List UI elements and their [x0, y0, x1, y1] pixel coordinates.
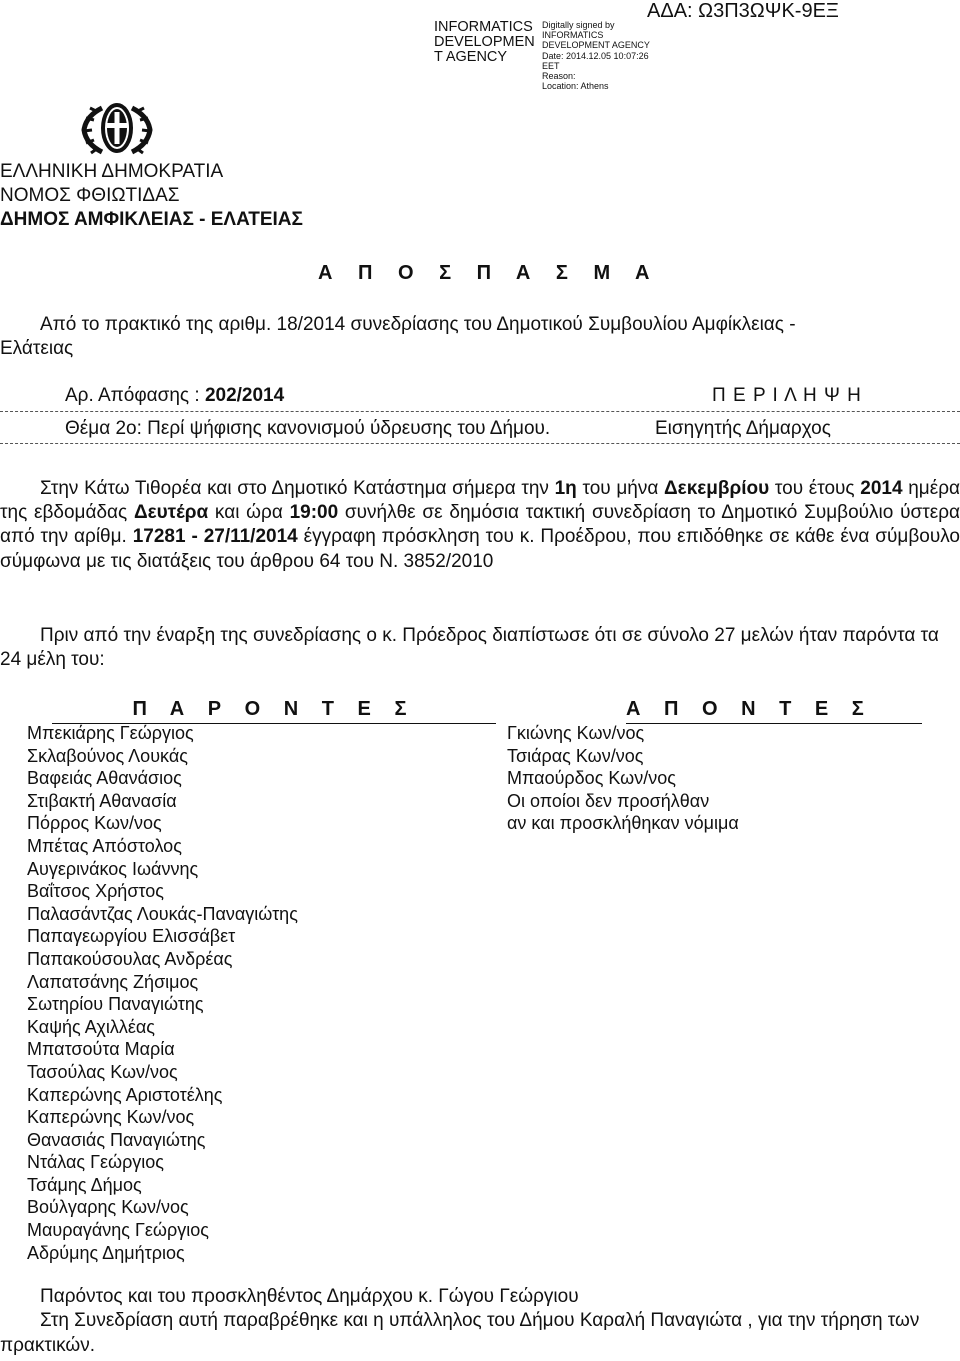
- source-line-1: Από το πρακτικό της αριθμ. 18/2014 συνεδρίασης του Δημοτικού Συμβουλίου Αμφίκλειας -: [40, 314, 796, 335]
- signature-detail-line: INFORMATICS: [542, 30, 604, 41]
- signature-detail-line: DEVELOPMENT AGENCY: [542, 40, 650, 51]
- rapporteur: Εισηγητής Δήμαρχος: [655, 418, 831, 439]
- signature-details: [542, 20, 650, 91]
- intro-text: Στην Κάτω Τιθορέα και στο Δημοτικό Κατάστημα σήμερα την: [40, 478, 555, 499]
- signature-name-line: DEVELOPMEN: [434, 34, 535, 50]
- signature-detail-line: EET: [542, 60, 560, 71]
- present-list: [27, 722, 298, 1264]
- mayor-presence: Παρόντος και του προσκληθέντος Δημάρχου κ. Γώγου Γεώργιου: [40, 1286, 579, 1307]
- present-member: Καπερώνης Κων/νος: [27, 1107, 195, 1128]
- absent-list: [507, 722, 739, 835]
- present-member: Θανασιάς Παναγιώτης: [27, 1129, 206, 1150]
- present-member: Στιβακτή Αθανασία: [27, 790, 177, 811]
- intro-paragraph: [0, 477, 960, 574]
- present-member: Παπακούσουλας Ανδρέας: [27, 948, 233, 969]
- present-member: Βαφειάς Αθανάσιος: [27, 768, 182, 789]
- present-member: Μαυραγάνης Γεώργιος: [27, 1220, 209, 1241]
- header-prefecture: ΝΟΜΟΣ ΦΘΙΩΤΙΔΑΣ: [0, 185, 180, 206]
- document-title: Α Π Ο Σ Π Α Σ Μ Α: [318, 262, 657, 284]
- signature-detail-line: Digitally signed by: [542, 20, 615, 30]
- present-member: Μπεκιάρης Γεώργιος: [27, 723, 194, 743]
- present-title: Π Α Ρ Ο Ν Τ Ε Σ: [52, 697, 496, 724]
- signature-detail-line: Location: Athens: [542, 81, 609, 92]
- present-member: Τασούλας Κων/νος: [27, 1061, 178, 1082]
- header-municipality: ΔΗΜΟΣ ΑΜΦΙΚΛΕΙΑΣ - ΕΛΑΤΕΙΑΣ: [0, 209, 303, 230]
- intro-text: έγγραφη πρόσκληση του κ. Προέδρου, που επιδόθηκε σε κάθε ένα σύμβουλο σύμφωνα με τις διατάξεις του άρθρου 64 του Ν. 3852/2010: [0, 526, 960, 572]
- source-line-2: Ελάτειας: [0, 338, 74, 359]
- present-member: Ντάλας Γεώργιος: [27, 1152, 164, 1173]
- intro-time: 19:00: [289, 502, 339, 524]
- present-member: Λαπατσάνης Ζήσιμος: [27, 971, 199, 992]
- present-member: Καψής Αχιλλέας: [27, 1016, 155, 1037]
- coat-of-arms-emblem: [78, 98, 156, 158]
- decision-subject: Θέμα 2ο: Περί ψήφισης κανονισμού ύδρευσης του Δήμου.: [65, 418, 551, 439]
- intro-text: συνήλθε σε δημόσια τακτική συνεδρίαση το Δημοτικό Συμβούλιο ύστερα από την αρίθμ.: [0, 502, 960, 548]
- signature-name-line: T AGENCY: [434, 49, 508, 65]
- present-member: Καπερώνης Αριστοτέλης: [27, 1084, 223, 1105]
- present-member: Πόρρος Κων/νος: [27, 813, 162, 834]
- intro-text: του μήνα: [576, 478, 665, 499]
- dashed-divider: [0, 443, 960, 444]
- summary-label: Π Ε Ρ Ι Λ Η Ψ Η: [712, 385, 862, 406]
- present-member: Βούλγαρης Κων/νος: [27, 1197, 189, 1218]
- present-member: Μπατσούτα Μαρία: [27, 1039, 175, 1060]
- present-member: Σκλαβούνος Λουκάς: [27, 745, 188, 766]
- present-member: Αδρύμης Δημήτριος: [27, 1242, 185, 1263]
- intro-weekday: Δευτέρα: [133, 502, 209, 524]
- present-member: Μπέτας Απόστολος: [27, 835, 182, 856]
- absent-member: Μπαούρδος Κων/νος: [507, 768, 676, 789]
- intro-year: 2014: [860, 478, 903, 499]
- signature-detail-line: Date: 2014.12.05 10:07:26: [542, 50, 649, 61]
- quorum-paragraph: Πριν από την έναρξη της συνεδρίασης ο κ. Πρόεδρος διαπίστωσε ότι σε σύνολο 27 μελών ήταν παρόντα τα 24 μέλη του:: [0, 625, 939, 670]
- absent-note: Οι οποίοι δεν προσήλθαν: [507, 790, 710, 811]
- present-member: Βαΐτσος Χρήστος: [27, 881, 164, 902]
- header-republic: ΕΛΛΗΝΙΚΗ ΔΗΜΟΚΡΑΤΙΑ: [0, 161, 224, 182]
- present-member: Σωτηρίου Παναγιώτης: [27, 994, 204, 1015]
- intro-day: 1η: [554, 478, 577, 499]
- intro-text: του έτους: [769, 478, 861, 499]
- decision-number: [65, 384, 284, 408]
- signature-name: [434, 20, 535, 65]
- invitation-reference: 17281 - 27/11/2014: [132, 526, 298, 548]
- decision-number-value: 202/2014: [204, 385, 285, 406]
- absent-title: Α Π Ο Ν Τ Ε Σ: [626, 697, 922, 724]
- intro-text: ημέρα της εβδομάδας: [0, 478, 960, 524]
- absent-note: αν και προσκλήθηκαν νόμιμα: [507, 813, 739, 834]
- signature-name-line: INFORMATICS: [434, 19, 533, 35]
- absent-member: Γκιώνης Κων/νος: [507, 723, 645, 743]
- present-member: Παπαγεωργίου Ελισσάβετ: [27, 926, 236, 947]
- present-member: Τσάμης Δήμος: [27, 1174, 142, 1195]
- intro-text: και ώρα: [208, 502, 290, 524]
- dashed-divider: [0, 411, 960, 412]
- ada-code: ΑΔΑ: Ω3Π3ΩΨΚ-9ΕΞ: [647, 0, 839, 22]
- intro-month: Δεκεμβρίου: [664, 478, 770, 499]
- present-member: Αυγερινάκος Ιωάννης: [27, 858, 199, 879]
- signature-detail-line: Reason:: [542, 71, 576, 82]
- present-member: Παλασάντζας Λουκάς-Παναγιώτης: [27, 903, 298, 924]
- secretary-note: Στη Συνεδρίαση αυτή παραβρέθηκε και η υπάλληλος του Δήμου Καραλή Παναγιώτα , για την τήρηση των πρακτικών.: [0, 1310, 920, 1356]
- decision-number-label: Αρ. Απόφασης :: [65, 385, 205, 406]
- absent-member: Τσιάρας Κων/νος: [507, 745, 644, 766]
